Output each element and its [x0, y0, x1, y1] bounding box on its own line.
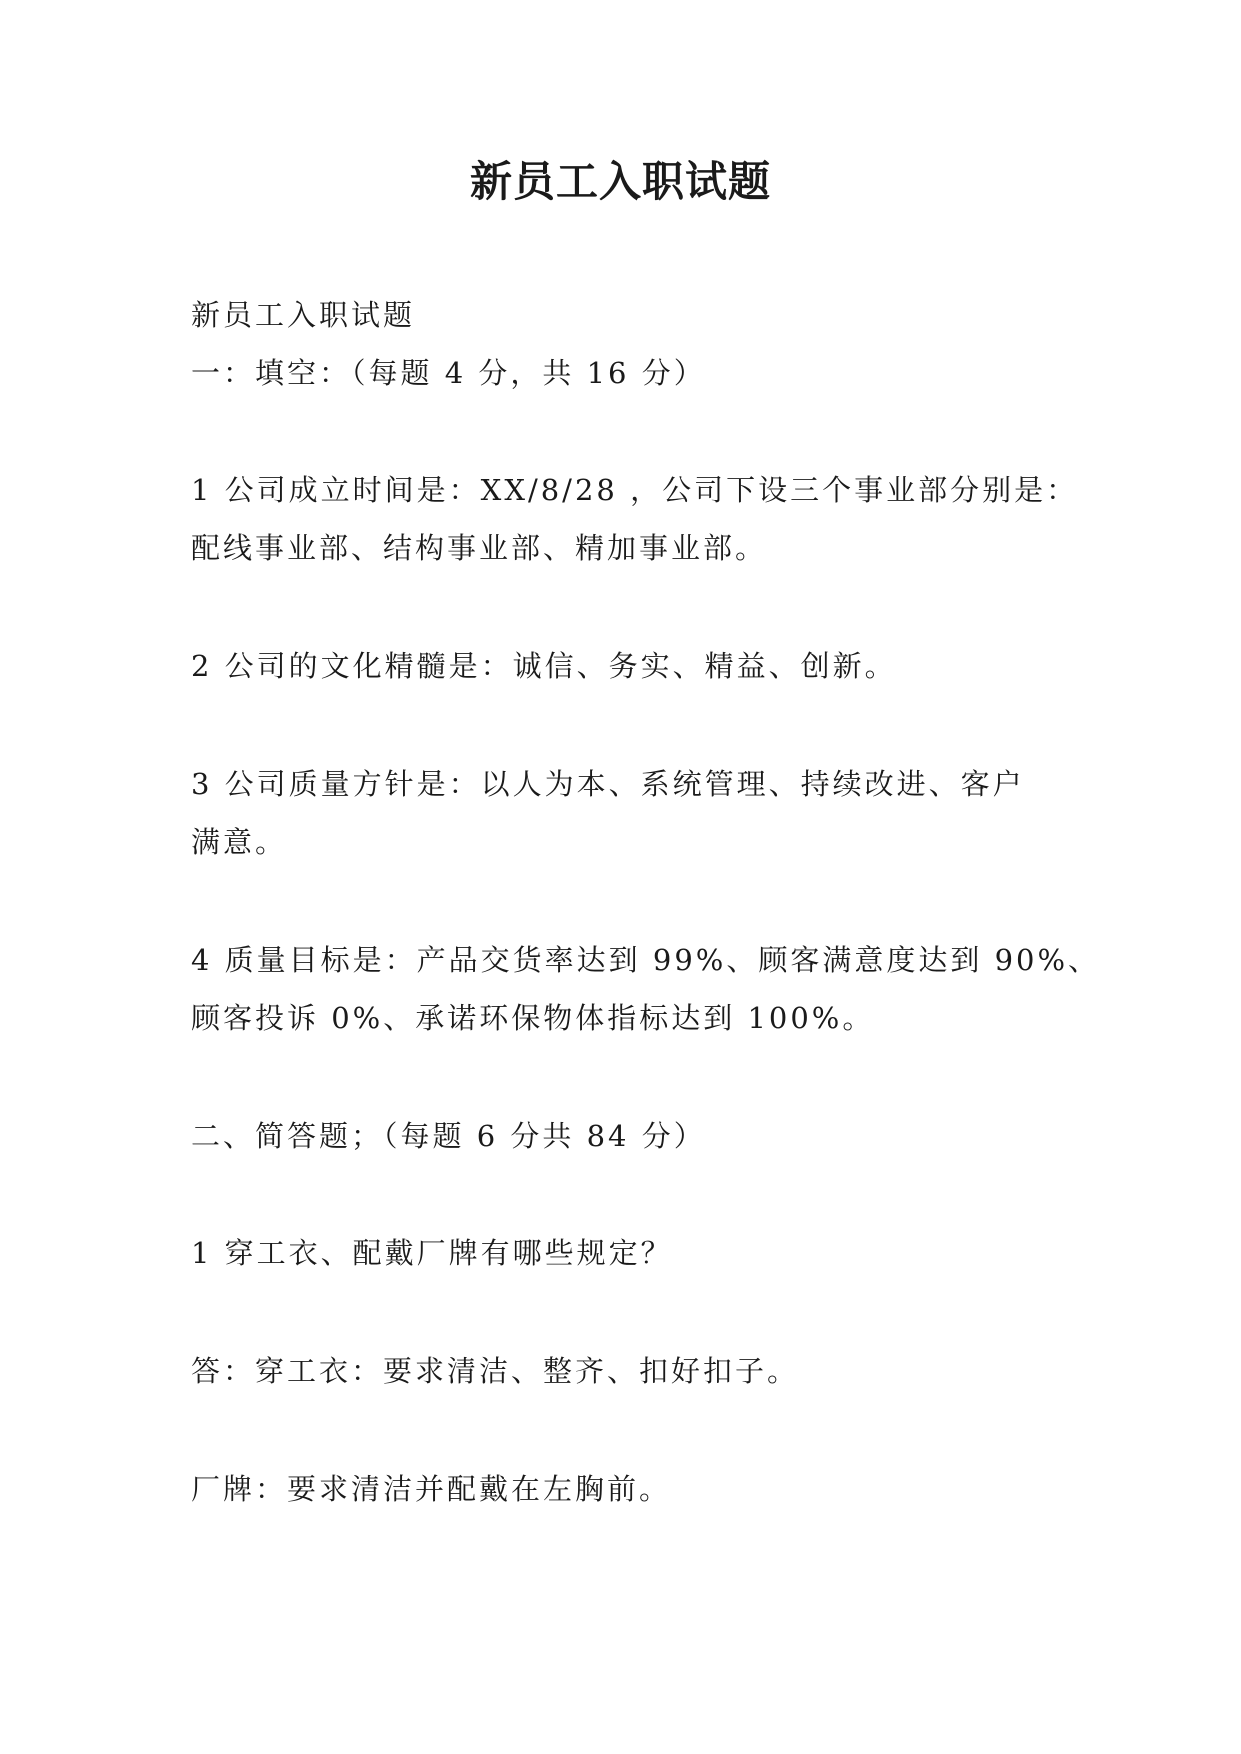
subtitle-line: 新员工入职试题 [191, 298, 416, 332]
question-4-line-2: 顾客投诉 0%、承诺环保物体指标达到 100%。 [191, 1001, 875, 1035]
short-answer-1-question: 1 穿工衣、配戴厂牌有哪些规定？ [191, 1236, 673, 1270]
question-3-line-1: 3 公司质量方针是：以人为本、系统管理、持续改进、客户 [191, 767, 1025, 801]
section-two-heading: 二、简答题；（每题 6 分共 84 分） [191, 1119, 706, 1153]
short-answer-1-answer-continued: 厂牌：要求清洁并配戴在左胸前。 [191, 1472, 672, 1506]
question-1-line-1: 1 公司成立时间是：XX/8/28 ，公司下设三个事业部分别是： [191, 473, 1079, 507]
question-2-line: 2 公司的文化精髓是：诚信、务实、精益、创新。 [191, 649, 897, 683]
question-3-line-2: 满意。 [191, 825, 288, 859]
section-one-heading: 一：填空：（每题 4 分，共 16 分） [191, 356, 706, 390]
document-title: 新员工入职试题 [469, 157, 771, 206]
question-1-line-2: 配线事业部、结构事业部、精加事业部。 [191, 531, 768, 565]
question-4-line-1: 4 质量目标是：产品交货率达到 99%、顾客满意度达到 90%、 [191, 943, 1101, 977]
short-answer-1-answer: 答：穿工衣：要求清洁、整齐、扣好扣子。 [191, 1354, 800, 1388]
